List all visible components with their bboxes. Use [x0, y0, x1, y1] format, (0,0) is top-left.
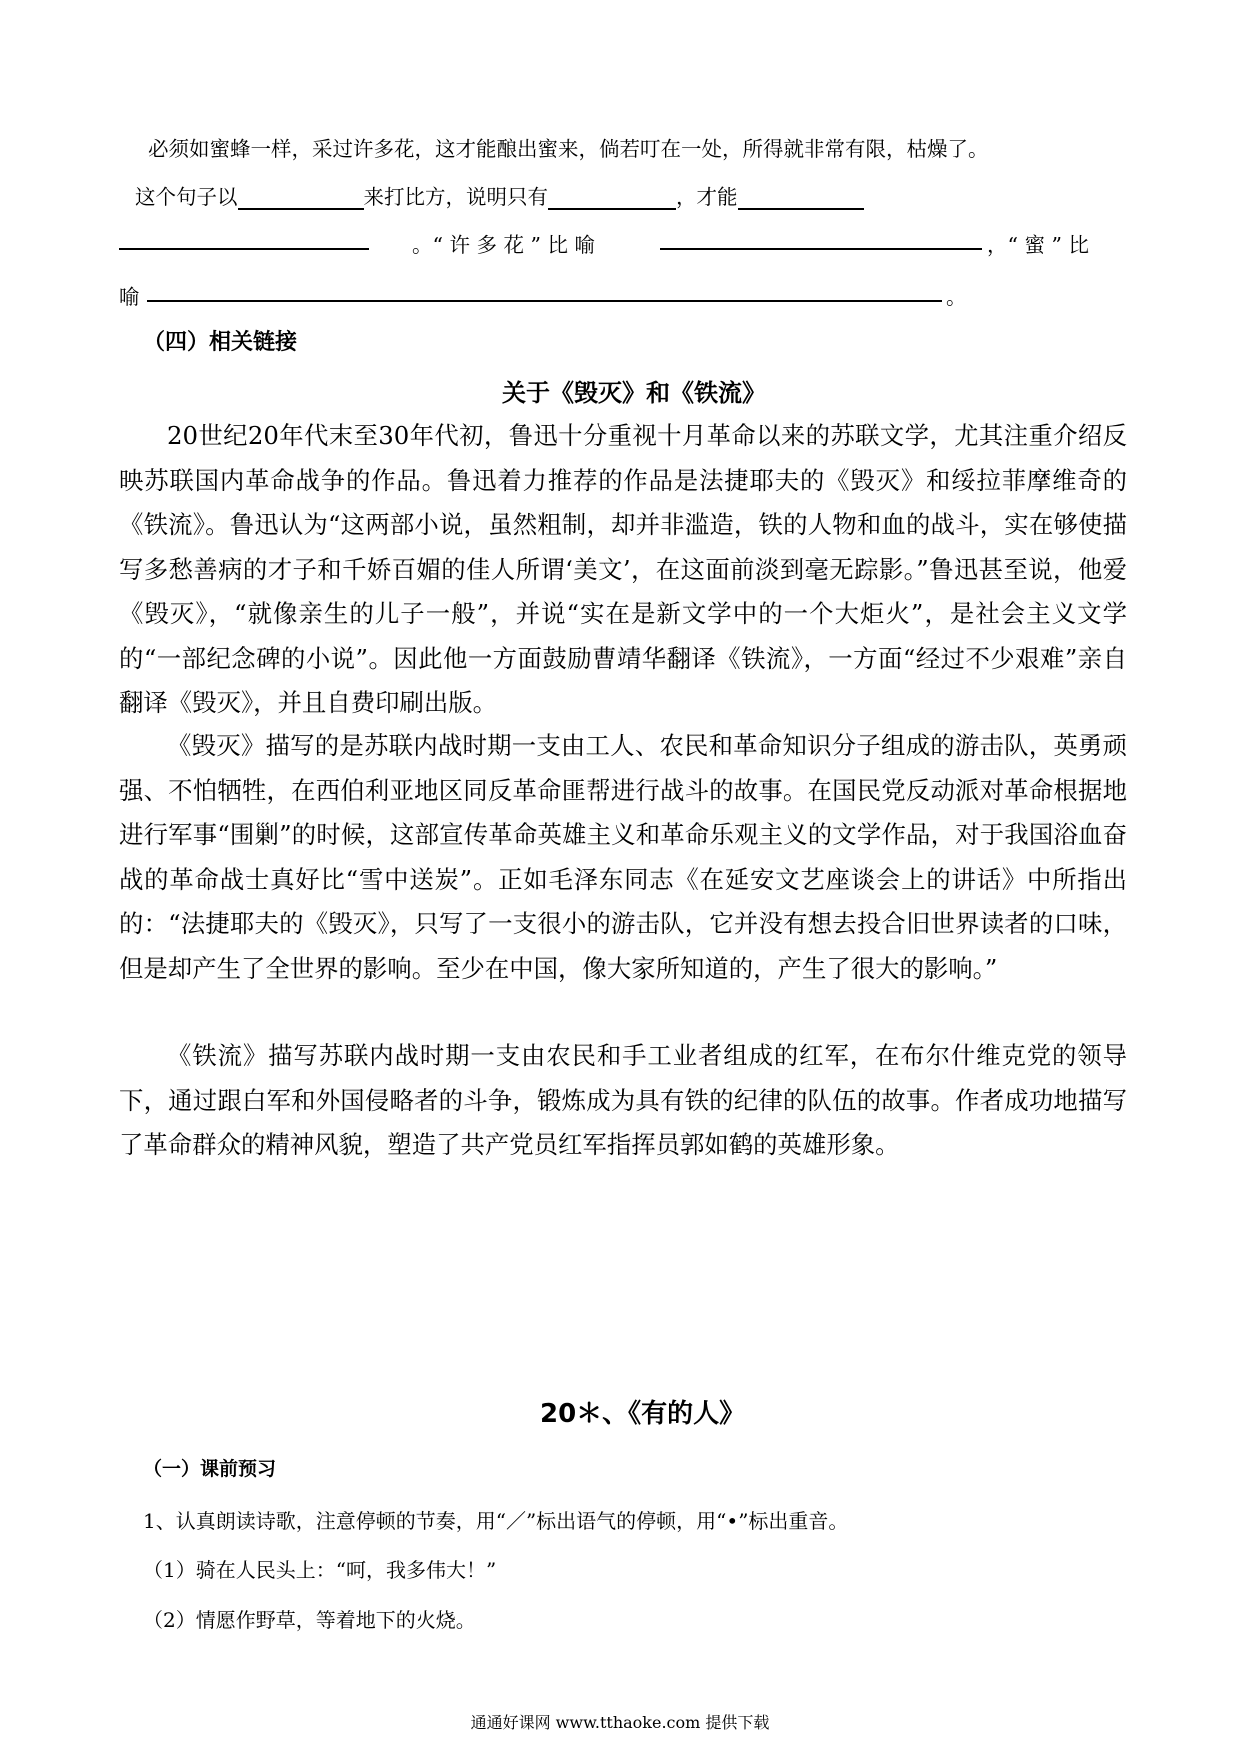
task-item: （1）骑在人民头上：“呵，我多伟大！”: [143, 1558, 497, 1582]
answer-blank[interactable]: [147, 300, 942, 302]
answer-blank[interactable]: [738, 186, 864, 210]
fill-in-text: 。“ 许 多 花 ” 比 喻: [412, 233, 596, 257]
fill-in-text: 喻: [119, 285, 140, 309]
fill-in-text: ，“ 蜜 ” 比: [987, 233, 1090, 257]
fill-in-text: ，才能: [676, 185, 738, 209]
fill-in-text: 来打比方，说明只有: [363, 185, 548, 209]
fill-in-text: 这个句子以: [135, 185, 238, 209]
quote-sentence: 必须如蜜蜂一样，采过许多花，这才能酿出蜜来，倘若叮在一处，所得就非常有限，枯燥了。: [148, 137, 989, 161]
paragraph: 20世纪20年代末至30年代初，鲁迅十分重视十月革命以来的苏联文学，尤其注重介绍反映苏联国内革命战争的作品。鲁迅着力推荐的作品是法捷耶夫的《毁灭》和绥拉菲摩维奇的《铁流》。鲁迅认为“这两部小说，虽然粗制，却并非滥造，铁的人物和血的战斗，实在够使描写多愁善病的才子和千娇百媚的佳人所谓‘美文’，在这面前淡到毫无踪影。”鲁迅甚至说，他爱《毁灭》，“就像亲生的儿子一般”，并说“实在是新文学中的一个大炬火”，是社会主义文学的“一部纪念碑的小说”。因此他一方面鼓励曹靖华翻译《铁流》，一方面“经过不少艰难”亲自翻译《毁灭》，并且自费印刷出版。: [119, 421, 1127, 717]
section-heading: （四）相关链接: [143, 330, 298, 355]
answer-blank[interactable]: [119, 248, 369, 250]
paragraph: 《毁灭》描写的是苏联内战时期一支由工人、农民和革命知识分子组成的游击队，英勇顽强、不怕牺牲，在西伯利亚地区同反革命匪帮进行战斗的故事。在国民党反动派对革命根据地进行军事“围剿”的时候，这部宣传革命英雄主义和革命乐观主义的文学作品，对于我国浴血奋战的革命战士真好比“雪中送炭”。正如毛泽东同志《在延安文艺座谈会上的讲话》中所指出的：“法捷耶夫的《毁灭》，只写了一支很小的游击队，它并没有想去投合旧世界读者的口味，但是却产生了全世界的影响。至少在中国，像大家所知道的，产生了很大的影响。”: [119, 731, 1127, 983]
answer-blank[interactable]: [548, 186, 676, 210]
task-instruction: 1、认真朗读诗歌，注意停顿的节奏，用“／”标出语气的停顿，用“•”标出重音。: [143, 1509, 849, 1533]
answer-blank[interactable]: [238, 186, 364, 210]
lesson-title: 20＊、《有的人》: [540, 1399, 746, 1429]
answer-blank[interactable]: [660, 248, 982, 250]
fill-in-line-1: [135, 180, 864, 210]
page-footer: 通通好课网 www.tthaoke.com 提供下载: [470, 1713, 770, 1732]
task-item: （2）情愿作野草，等着地下的火烧。: [143, 1608, 476, 1632]
article-title: 关于《毁灭》和《铁流》: [502, 379, 766, 407]
paragraph: 《铁流》描写苏联内战时期一支由农民和手工业者组成的红军，在布尔什维克党的领导下，通过跟白军和外国侵略者的斗争，锻炼成为具有铁的纪律的队伍的故事。作者成功地描写了革命群众的精神风貌，塑造了共产党员红军指挥员郭如鹤的英雄形象。: [119, 1041, 1127, 1159]
section-heading: （一）课前预习: [143, 1458, 277, 1480]
fill-in-text: 。: [946, 285, 967, 309]
